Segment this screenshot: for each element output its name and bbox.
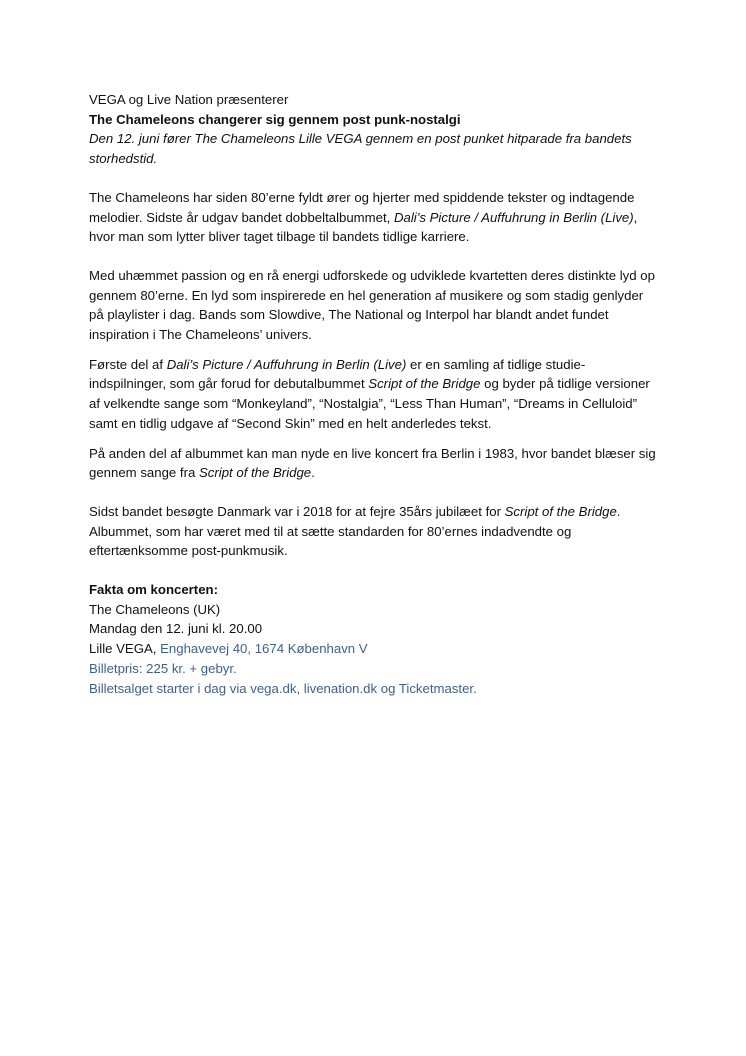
facts-venue (89, 639, 659, 659)
subheadline: Den 12. juni fører The Chameleons Lille VEGA gennem en post punket hitparade fra bandets storhedstid. (89, 131, 632, 167)
facts-ticket-sale: Billetsalget starter i dag via vega.dk, livenation.dk og Ticketmaster. (89, 680, 477, 696)
headline: The Chameleons changerer sig gennem post punk-nostalgi (89, 111, 461, 127)
press-release (89, 90, 659, 698)
album-title: Dali’s Picture / Auffuhrung in Berlin (Live) (393, 209, 634, 225)
facts-heading: Fakta om koncerten: (89, 582, 218, 598)
paragraph-album-part-two (89, 444, 659, 483)
facts-date: Mandag den 12. juni kl. 20.00 (89, 621, 263, 637)
paragraph-denmark-visit-text-a: Sidst bandet besøgte Danmark var i 2018 for at fejre 35års jubilæet for (89, 503, 505, 519)
paragraph-album-part-one-text-a: Første del af (89, 356, 167, 372)
presenter-line: VEGA og Live Nation præsenterer (89, 92, 289, 107)
facts-address: Enghavevej 40, 1674 København V (160, 641, 368, 657)
paragraph-album-part-one (89, 355, 659, 434)
paragraph-denmark-visit-text-b: . Albummet, som har været med til at sætte standarden for 80’ernes indadvendte og eftertænksomme post-punkmusik. (89, 503, 621, 559)
paragraph-album-part-two-text-b: . (311, 465, 315, 481)
album-title: Dali’s Picture / Auffuhrung in Berlin (Live) (166, 356, 407, 372)
paragraph-intro (89, 188, 659, 247)
facts-band: The Chameleons (UK) (89, 601, 221, 617)
facts-price: Billetpris: 225 kr. + gebyr. (89, 660, 237, 676)
debut-album-title: Script of the Bridge (198, 465, 312, 481)
paragraph-album-part-one-text-b: er en samling af tidlige studie-indspilninger, som går forud for debutalbummet (89, 356, 586, 392)
paragraph-history: Med uhæmmet passion og en rå energi udforskede og udviklede kvartetten deres distinkte lyd op gennem 80’erne. En lyd som inspirerede en hel generation af musikere og som stadig genlyder på playlister i dag. Bands som Slowdive, The National og Interpol har blandt andet fundet inspiration i The Chameleons’ univers. (89, 267, 655, 343)
paragraph-intro-text-b: , hvor man som lytter bliver taget tilbage til bandets tidlige karriere. (89, 209, 638, 245)
facts-venue-name: Lille VEGA, (89, 641, 161, 657)
debut-album-title: Script of the Bridge (368, 376, 481, 392)
paragraph-album-part-one-text-c: og byder på tidlige versioner af velkendte sange som “Monkeyland”, “Nostalgia”, “Less Than Human”, “Dreams in Celluloid” samt en tidlig udgave af “Second Skin” med en helt anderledes tekst. (89, 376, 650, 431)
paragraph-intro-text-a: The Chameleons har siden 80’erne fyldt ører og hjerter med spiddende tekster og indtagende melodier. Sidste år udgav bandet dobbeltalbummet, (89, 189, 635, 225)
paragraph-denmark-visit (89, 502, 659, 561)
paragraph-album-part-two-text-a: På anden del af albummet kan man nyde en live koncert fra Berlin i 1983, hvor bandet blæser sig gennem sange fra (89, 445, 656, 481)
debut-album-title: Script of the Bridge (504, 503, 617, 519)
